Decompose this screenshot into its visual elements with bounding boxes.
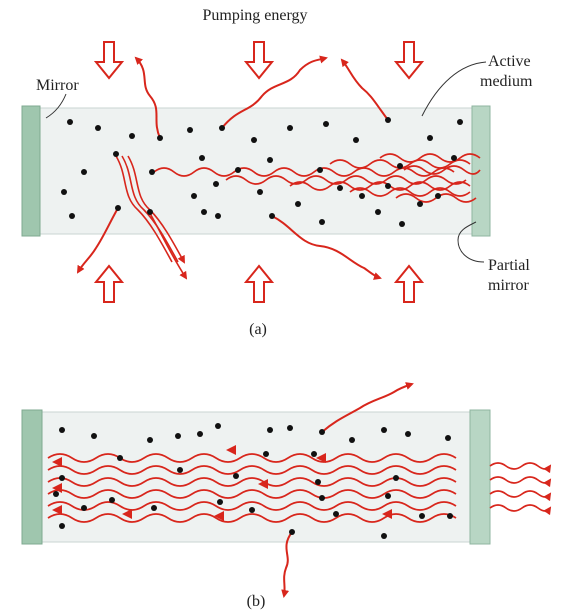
- partial-mirror-label-line1: Partial: [488, 257, 530, 274]
- pumping-energy-label: Pumping energy: [202, 7, 308, 24]
- partial-mirror-label-line2: mirror: [488, 277, 529, 294]
- partial-mirror-b: [470, 410, 490, 544]
- full-mirror-b: [22, 410, 42, 544]
- mirror-label: Mirror: [36, 77, 79, 94]
- pump-arrow-icon: [96, 266, 422, 302]
- panel-b: [22, 384, 550, 610]
- active-medium-label-line2: medium: [480, 73, 533, 90]
- panel-a: [22, 7, 533, 338]
- active-medium-tube-a: [22, 108, 490, 234]
- panel-a-caption: (a): [249, 321, 267, 338]
- partial-mirror-a: [472, 106, 490, 236]
- active-medium-label-line1: Active: [488, 53, 531, 70]
- full-mirror-a: [22, 106, 40, 236]
- panel-b-caption: (b): [246, 593, 266, 610]
- pump-arrow-icon: [96, 42, 422, 78]
- output-beam: [490, 463, 550, 511]
